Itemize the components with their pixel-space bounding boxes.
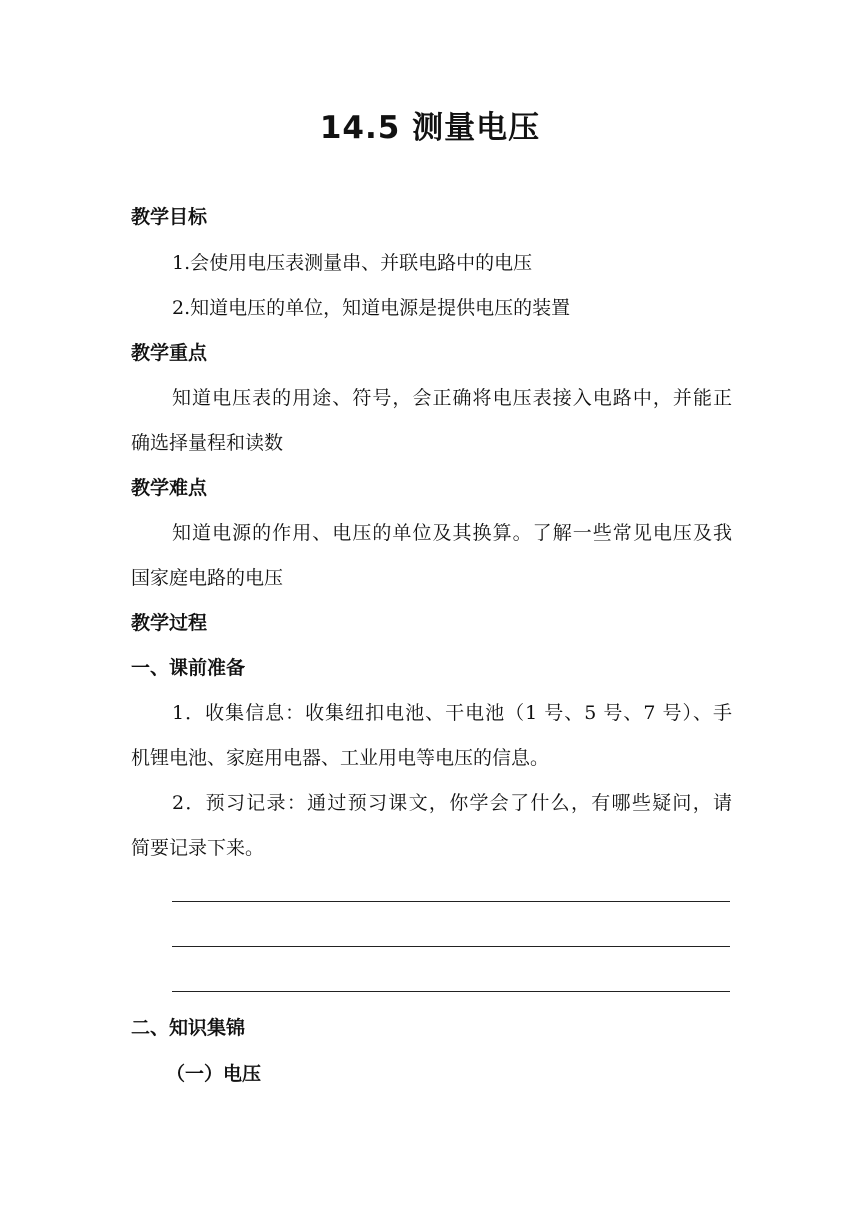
answer-line-3	[172, 991, 730, 992]
prep-item-1-line-1: 1．收集信息：收集纽扣电池、干电池（1 号、5 号、7 号）、手	[172, 702, 732, 724]
goal-item-2: 2.知道电压的单位，知道电源是提供电压的装置	[172, 297, 571, 319]
answer-line-2	[172, 946, 730, 947]
goal-item-1: 1.会使用电压表测量串、并联电路中的电压	[172, 252, 533, 274]
prep-item-1-line-2: 机锂电池、家庭用电器、工业用电等电压的信息。	[131, 747, 550, 769]
answer-line-1	[172, 901, 730, 902]
preparation-heading: 一、课前准备	[131, 657, 246, 679]
prep-item-2-line-1: 2．预习记录：通过预习课文，你学会了什么，有哪些疑问，请	[172, 792, 732, 814]
voltage-subheading: （一）电压	[166, 1063, 262, 1085]
difficulties-text-line-1: 知道电源的作用、电压的单位及其换算。了解一些常见电压及我	[172, 522, 732, 544]
difficulties-heading: 教学难点	[131, 477, 208, 499]
key-points-text-line-1: 知道电压表的用途、符号，会正确将电压表接入电路中，并能正	[172, 387, 732, 409]
goals-heading: 教学目标	[131, 206, 208, 228]
knowledge-heading: 二、知识集锦	[131, 1017, 246, 1039]
prep-item-2-line-2: 简要记录下来。	[131, 837, 265, 859]
key-points-text-line-2: 确选择量程和读数	[131, 432, 284, 454]
process-heading: 教学过程	[131, 612, 208, 634]
key-points-heading: 教学重点	[131, 342, 208, 364]
page-title: 14.5 测量电压	[319, 110, 541, 146]
difficulties-text-line-2: 国家庭电路的电压	[131, 567, 284, 589]
